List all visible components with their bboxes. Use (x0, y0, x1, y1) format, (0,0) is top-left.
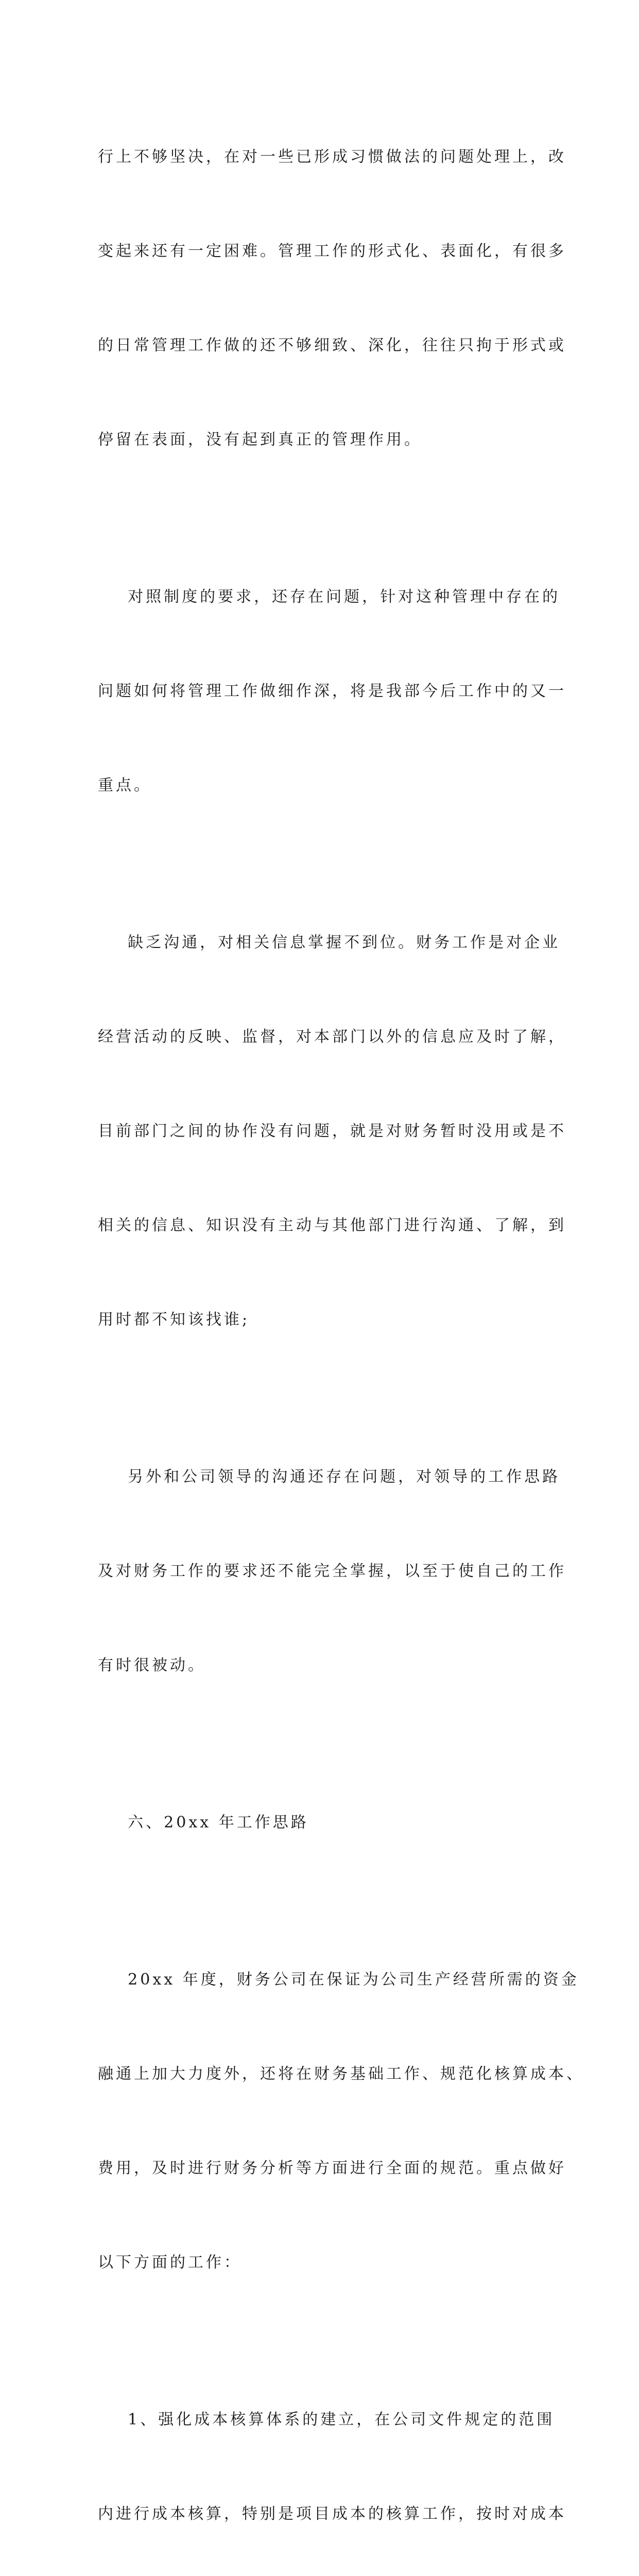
text-line: 及对财务工作的要求还不能完全掌握，以至于使自己的工作 (98, 1562, 566, 1580)
text-line: 重点。 (98, 776, 152, 794)
text-line: 的日常管理工作做的还不够细致、深化，往往只拘于形式或 (98, 336, 566, 354)
paragraph-cost-accounting (98, 2341, 566, 2576)
section-heading: 六、20xx 年工作思路 (98, 1814, 309, 1832)
text-line: 经营活动的反映、监督，对本部门以外的信息应及时了解， (98, 1028, 566, 1046)
text-line: 1、强化成本核算体系的建立，在公司文件规定的范围 (98, 2411, 555, 2429)
text-line: 停留在表面，没有起到真正的管理作用。 (98, 431, 422, 449)
text-line: 目前部门之间的协作没有问题，就是对财务暂时没用或是不 (98, 1122, 566, 1140)
section-heading-work-plan (98, 1744, 551, 1901)
text-line: 用时都不知该找谁; (98, 1311, 250, 1329)
text-line: 变起来还有一定困难。管理工作的形式化、表面化，有很多 (98, 242, 566, 260)
paragraph-leadership-communication (98, 1398, 566, 1744)
text-line: 20xx 年度，财务公司在保证为公司生产经营所需的资金 (98, 1971, 579, 1989)
text-line: 内进行成本核算，特别是项目成本的核算工作，按时对成本 (98, 2505, 566, 2523)
text-line: 问题如何将管理工作做细作深，将是我部今后工作中的又一 (98, 682, 566, 700)
text-line: 对照制度的要求，还存在问题，针对这种管理中存在的 (98, 588, 561, 606)
paragraph-annual-plan (98, 1901, 584, 2341)
text-line: 缺乏沟通，对相关信息掌握不到位。财务工作是对企业 (98, 934, 561, 952)
text-line: 行上不够坚决，在对一些已形成习惯做法的问题处理上，改 (98, 148, 566, 166)
document-body (98, 78, 584, 2576)
paragraph-management-issues (98, 78, 566, 518)
text-line: 融通上加大力度外，还将在财务基础工作、规范化核算成本、 (98, 2065, 584, 2083)
text-line: 另外和公司领导的沟通还存在问题，对领导的工作思路 (98, 1468, 561, 1486)
text-line: 相关的信息、知识没有主动与其他部门进行沟通、了解，到 (98, 1216, 566, 1234)
paragraph-system-requirements (98, 518, 566, 864)
text-line: 费用，及时进行财务分析等方面进行全面的规范。重点做好 (98, 2159, 566, 2177)
paragraph-lack-of-communication (98, 864, 566, 1398)
text-line: 以下方面的工作： (98, 2253, 242, 2272)
text-line: 有时很被动。 (98, 1656, 206, 1674)
